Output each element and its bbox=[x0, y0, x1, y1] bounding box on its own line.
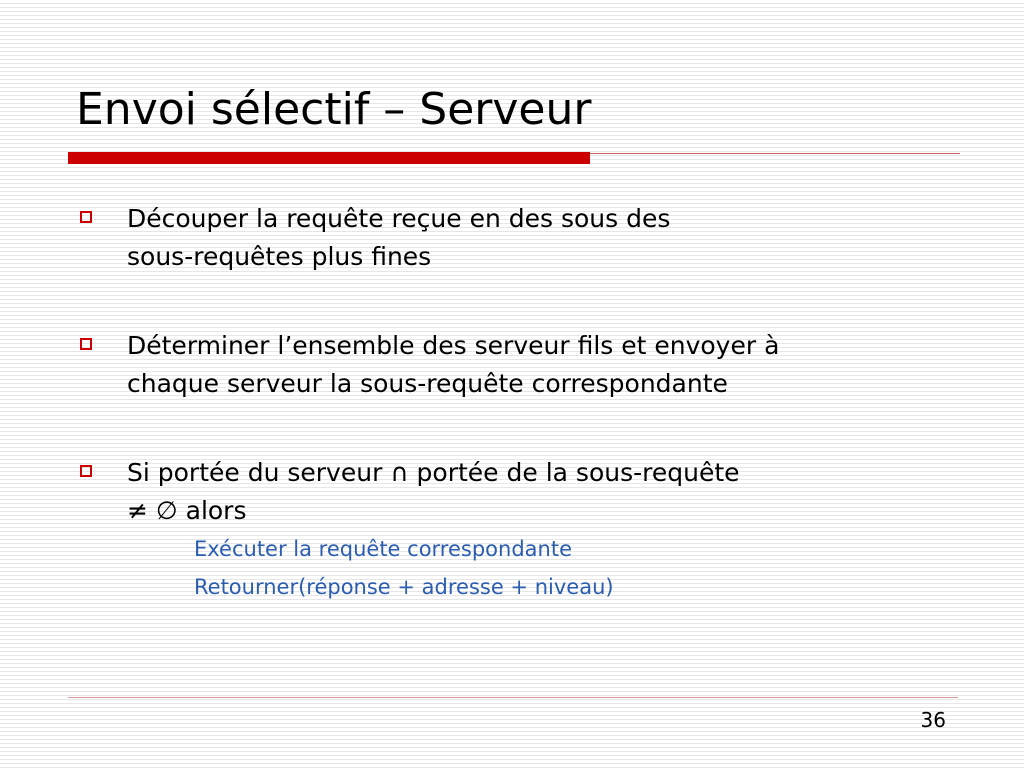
bullet-item bbox=[78, 327, 978, 403]
slide-title: Envoi sélectif – Serveur bbox=[76, 84, 592, 135]
sub-bullet-item: Retourner(réponse + adresse + niveau) bbox=[194, 575, 614, 599]
bullet-line: Découper la requête reçue en des sous des bbox=[127, 204, 671, 233]
bullet-line: chaque serveur la sous-requête correspondante bbox=[127, 369, 728, 398]
hollow-square-icon bbox=[80, 465, 92, 477]
hollow-square-icon bbox=[80, 211, 92, 223]
title-underline-line bbox=[590, 153, 960, 154]
title-underline-bar bbox=[68, 152, 590, 164]
bullet-list bbox=[78, 200, 978, 606]
sub-bullet-list bbox=[127, 530, 978, 606]
bullet-line: Déterminer l’ensemble des serveur fils et envoyer à bbox=[127, 331, 780, 360]
bullet-line: sous-requêtes plus fines bbox=[127, 242, 432, 271]
bullet-item bbox=[78, 200, 978, 276]
hollow-square-icon bbox=[80, 338, 92, 350]
bullet-line: ≠ ∅ alors bbox=[127, 496, 247, 525]
bullet-line: Si portée du serveur ∩ portée de la sous-requête bbox=[127, 458, 740, 487]
page-number: 36 bbox=[920, 708, 946, 732]
bullet-item bbox=[78, 454, 978, 606]
footer-divider bbox=[68, 697, 958, 698]
sub-bullet-item: Exécuter la requête correspondante bbox=[194, 537, 572, 561]
